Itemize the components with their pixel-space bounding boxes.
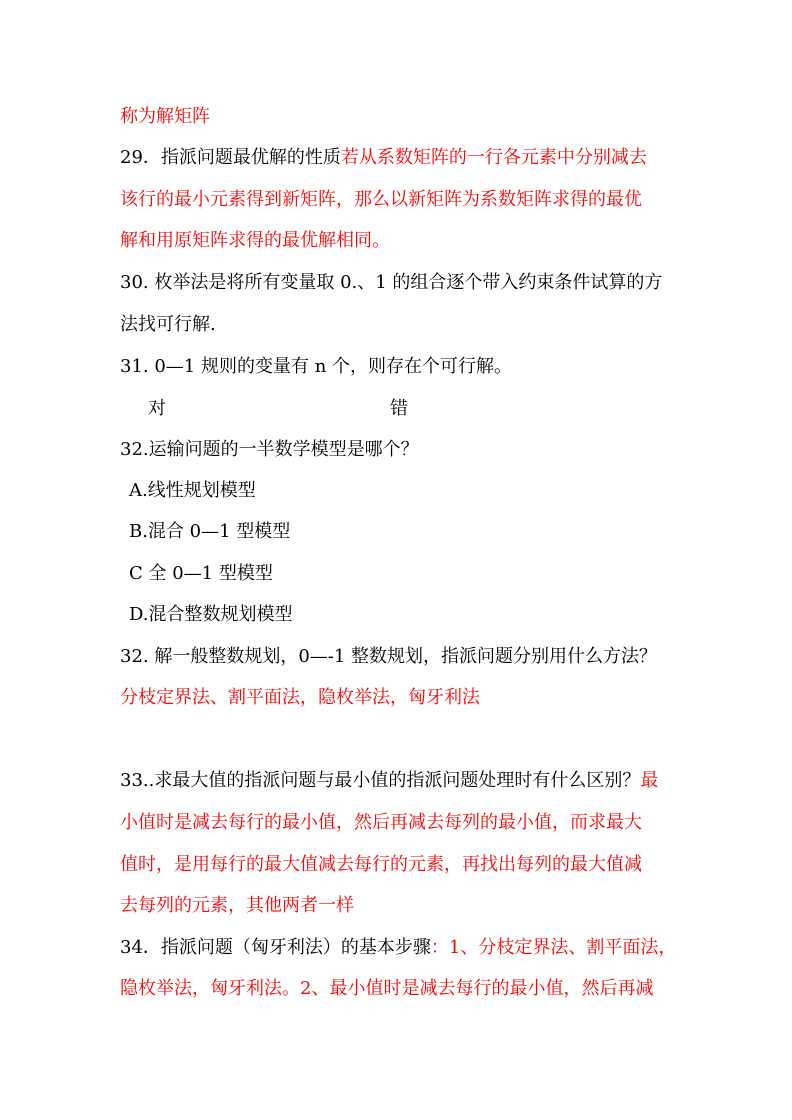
question-text: 29．指派问题最优解的性质 [120,147,341,168]
answer-line: 小值时是减去每行的最小值，然后再减去每列的最小值，而求最大 [120,812,642,833]
question-34 [120,937,676,959]
answer-line: 分枝定界法、割平面法，隐枚举法，匈牙利法 [120,687,480,708]
answer-text: ：1、分枝定界法、割平面法， [430,937,677,958]
question-29 [120,147,647,169]
answer-text: 最 [640,770,659,791]
answer-line: 该行的最小元素得到新矩阵，那么以新矩阵为系数矩阵求得的最优 [120,189,642,210]
answer-line: 隐枚举法，匈牙利法。2、最小值时是减去每行的最小值，然后再减 [120,978,654,999]
question-text: 34．指派问题（匈牙利法）的基本步骤 [120,937,431,958]
question-31: 31. 0—1 规则的变量有 n 个，则存在个可行解。 [120,356,513,377]
answer-line: 称为解矩阵 [120,106,210,127]
answer-line: 去每列的元素，其他两者一样 [120,895,354,916]
question-30: 30. 枚举法是将所有变量取 0.、1 的组合逐个带入约束条件试算的方 [120,272,663,293]
answer-line: 值时，是用每行的最大值减去每行的元素，再找出每列的最大值减 [120,854,642,875]
question-33 [120,770,658,792]
answer-text: 若从系数矩阵的一行各元素中分别减去 [340,147,647,168]
option-false: 错 [390,398,408,419]
question-32: 32.运输问题的一半数学模型是哪个？ [120,439,419,460]
option-c: C 全 0—1 型模型 [129,563,273,584]
answer-line: 解和用原矩阵求得的最优解相同。 [120,230,390,251]
question-30-cont: 法找可行解. [120,314,216,335]
option-a: A.线性规划模型 [129,480,256,501]
option-d: D.混合整数规划模型 [129,604,293,625]
option-b: B.混合 0—1 型模型 [129,521,291,542]
question-32b: 32. 解一般整数规划，0—-1 整数规划，指派问题分别用什么方法？ [120,646,658,667]
question-text: 33..求最大值的指派问题与最小值的指派问题处理时有什么区别？ [120,770,641,791]
option-true: 对 [148,398,166,419]
